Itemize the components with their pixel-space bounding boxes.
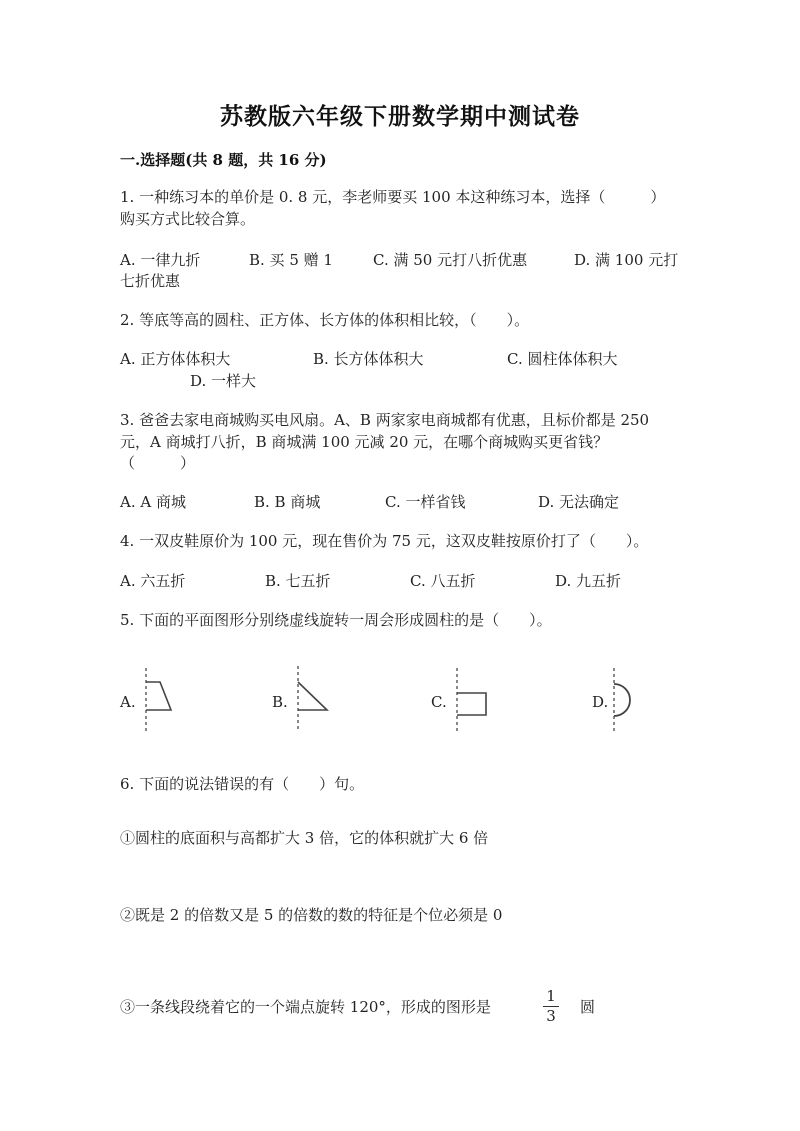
q5-figure-label-a: A. xyxy=(120,693,136,711)
q5-figure-b-triangle xyxy=(292,666,332,732)
q6-line-1: 6. 下面的说法错误的有（ ）句。 xyxy=(120,775,365,793)
q4-option-b: B. 七五折 xyxy=(265,572,331,590)
fraction-denominator: 3 xyxy=(546,1007,556,1025)
q2-line-1: 2. 等底等高的圆柱、正方体、长方体的体积相比较，（ ）。 xyxy=(120,311,530,329)
q2-option-b: B. 长方体体积大 xyxy=(313,350,424,368)
q5-figure-c-rectangle xyxy=(451,668,491,732)
q6-statement-2: ②既是 2 的倍数又是 5 的倍数的数的特征是个位必须是 0 xyxy=(120,906,503,924)
q1-option-a: A. 一律九折 xyxy=(120,251,201,269)
q4-option-a: A. 六五折 xyxy=(120,572,186,590)
q2-option-a: A. 正方体体积大 xyxy=(120,350,231,368)
q3-line-2: 元，A 商城打八折，B 商城满 100 元减 20 元，在哪个商城购买更省钱？ xyxy=(120,433,609,451)
q5-figure-label-c: C. xyxy=(431,693,447,711)
q6-statement-1: ①圆柱的底面积与高都扩大 3 倍，它的体积就扩大 6 倍 xyxy=(120,829,489,847)
section-heading: 一.选择题(共 8 题，共 16 分) xyxy=(120,151,327,169)
q3-line-1: 3. 爸爸去家电商城购买电风扇。A、B 两家家电商城都有优惠，且标价都是 250 xyxy=(120,411,650,429)
q6-statement-3-end: 圆 xyxy=(580,998,596,1016)
q5-figure-label-d: D. xyxy=(592,693,609,711)
q2-option-c: C. 圆柱体体积大 xyxy=(507,350,618,368)
q3-option-b: B. B 商城 xyxy=(254,493,321,511)
q3-option-d: D. 无法确定 xyxy=(538,493,620,511)
q2-option-d: D. 一样大 xyxy=(190,372,257,390)
q3-option-c: C. 一样省钱 xyxy=(385,493,466,511)
q1-option-c: C. 满 50 元打八折优惠 xyxy=(373,251,528,269)
q5-figure-a-trapezoid xyxy=(140,668,180,732)
q6-statement-3-fraction xyxy=(541,988,561,1025)
fraction-numerator: 1 xyxy=(546,987,556,1005)
q1-option-d-continued: 七折优惠 xyxy=(120,272,181,290)
q3-line-3: （ ） xyxy=(120,454,196,472)
page-title: 苏教版六年级下册数学期中测试卷 xyxy=(220,103,580,130)
q1-line-1: 1. 一种练习本的单价是 0. 8 元，李老师要买 100 本这种练习本，选择（ ） xyxy=(120,188,666,206)
q4-option-c: C. 八五折 xyxy=(410,572,476,590)
q5-figure-label-b: B. xyxy=(272,693,288,711)
q5-figure-d-semicircle xyxy=(608,668,648,732)
q1-option-d: D. 满 100 元打 xyxy=(574,251,679,269)
q4-line-1: 4. 一双皮鞋原价为 100 元，现在售价为 75 元，这双皮鞋按原价打了（ ）。 xyxy=(120,532,649,550)
q3-option-a: A. A 商城 xyxy=(120,493,186,511)
q4-option-d: D. 九五折 xyxy=(555,572,622,590)
q6-statement-3: ③一条线段绕着它的一个端点旋转 120°，形成的图形是 xyxy=(120,998,491,1016)
q1-option-b: B. 买 5 赠 1 xyxy=(249,251,333,269)
q1-line-2: 购买方式比较合算。 xyxy=(120,210,256,228)
q5-line-1: 5. 下面的平面图形分别绕虚线旋转一周会形成圆柱的是（ ）。 xyxy=(120,611,552,629)
